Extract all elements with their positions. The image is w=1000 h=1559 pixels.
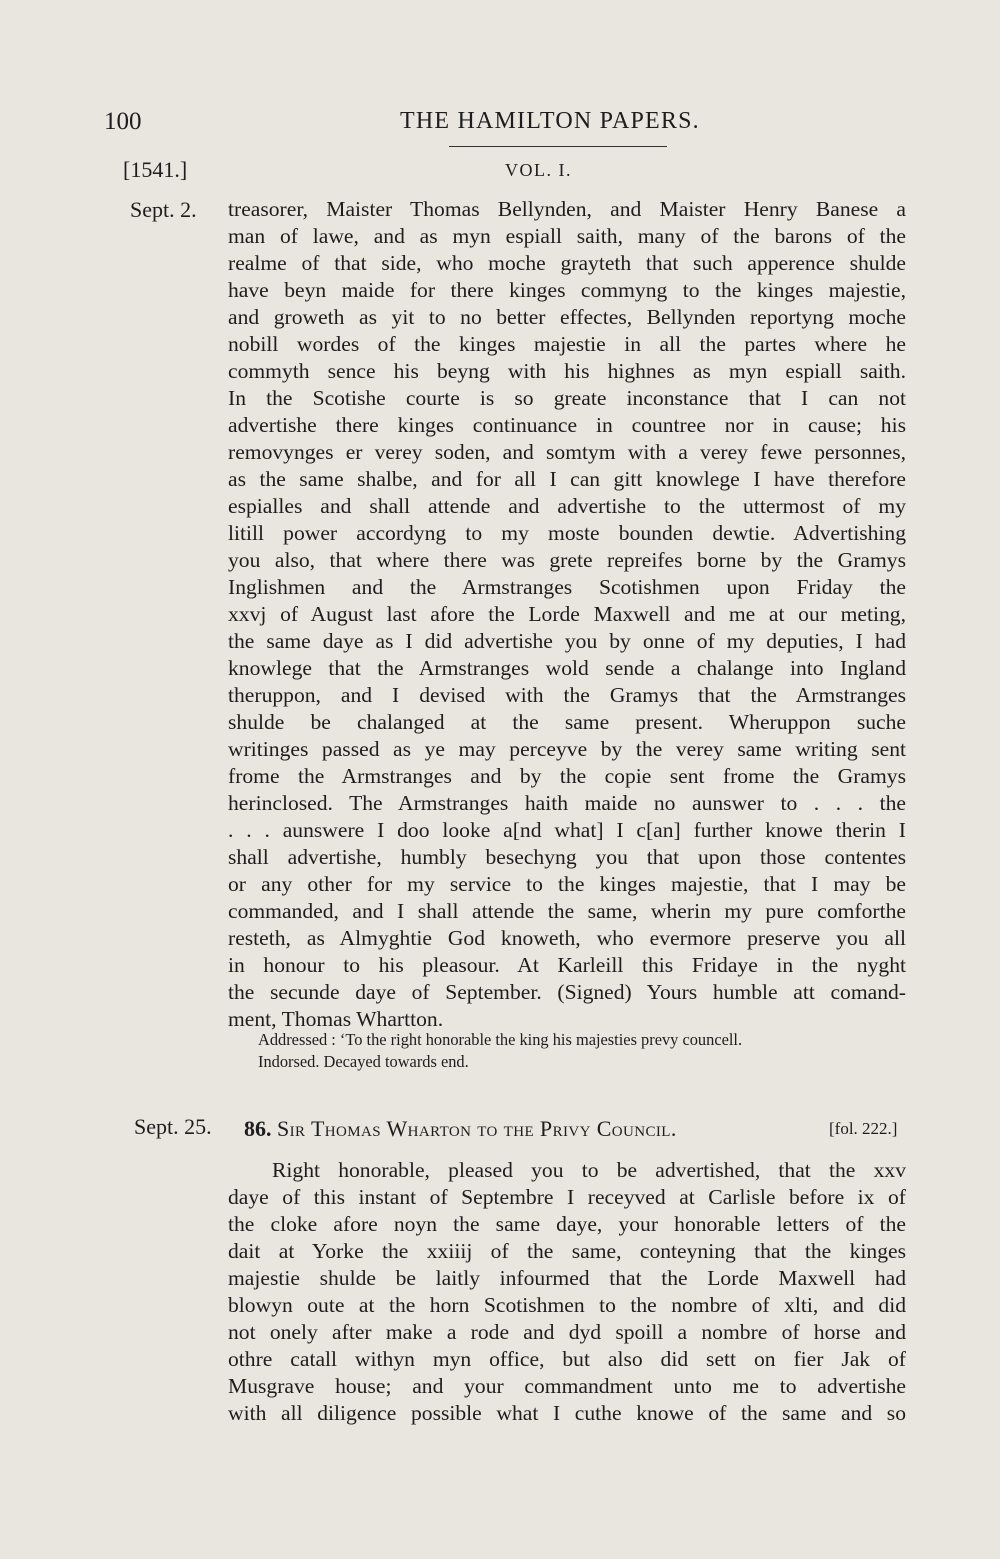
text-line: removynges er verey soden, and somtym with a verey fewe personnes,	[228, 440, 906, 464]
text-line: theruppon, and I devised with the Gramys that the Armstranges	[228, 683, 906, 707]
text-line: man of lawe, and as myn espiall saith, many of the barons of the	[228, 224, 906, 248]
volume-label: VOL. I.	[505, 160, 572, 180]
text-line: in honour to his pleasour. At Karleill this Fridaye in the nyght	[228, 953, 906, 977]
text-line: shall advertishe, humbly besechyng you that upon those contentes	[228, 845, 906, 869]
text-line: not onely after make a rode and dyd spoill a nombre of horse and	[228, 1320, 906, 1344]
text-line: and groweth as yit to no better effectes, Bellynden reportyng moche	[228, 305, 906, 329]
year-marker: [1541.]	[123, 157, 188, 182]
text-line: treasorer, Maister Thomas Bellynden, and Maister Henry Banese a	[228, 197, 906, 221]
text-line: In the Scotishe courte is so greate inconstance that I can not	[228, 386, 906, 410]
text-line: or any other for my service to the kinges majestie, that I may be	[228, 872, 906, 896]
text-line: the cloke afore noyn the same daye, your honorable letters of the	[228, 1212, 906, 1236]
text-line: xxvj of August last afore the Lorde Maxwell and me at our meting,	[228, 602, 906, 626]
text-line: Indorsed. Decayed towards end.	[258, 1052, 469, 1071]
entry-number: 86.	[244, 1116, 272, 1141]
text-line: have beyn maide for there kinges commyng to the kinges majestie,	[228, 278, 906, 302]
text-line: resteth, as Almyghtie God knoweth, who evermore preserve you all	[228, 926, 906, 950]
text-line: shulde be chalanged at the same present. Wheruppon suche	[228, 710, 906, 734]
text-line: Inglishmen and the Armstranges Scotishmen upon Friday the	[228, 575, 906, 599]
letter-body	[228, 1157, 906, 1427]
endorsement-note	[258, 1029, 906, 1073]
text-line: litill power accordyng to my moste bounden dewtie. Advertishing	[228, 521, 906, 545]
letter-body-continued	[228, 196, 906, 1033]
entry-title: Sir Thomas Wharton to the Privy Council.	[277, 1116, 677, 1141]
text-line: herinclosed. The Armstranges haith maide no aunswer to . . . the	[228, 791, 906, 815]
text-line: realme of that side, who moche grayteth that such apperence shulde	[228, 251, 906, 275]
margin-date: Sept. 2.	[130, 197, 197, 222]
text-line: dait at Yorke the xxiiij of the same, conteyning that the kinges	[228, 1239, 906, 1263]
text-line: espialles and shall attende and advertishe to the uttermost of my	[228, 494, 906, 518]
folio-reference: [fol. 222.]	[829, 1119, 898, 1138]
text-line: ment, Thomas Whartton.	[228, 1007, 444, 1031]
text-line: knowlege that the Armstranges wold sende a chalange into Ingland	[228, 656, 906, 680]
text-line: writinges passed as ye may perceyve by the verey same writing sent	[228, 737, 906, 761]
text-line: Musgrave house; and your commandment unto me to advertishe	[228, 1374, 906, 1398]
text-line: with all diligence possible what I cuthe knowe of the same and so	[228, 1401, 906, 1425]
entry-heading	[244, 1116, 677, 1142]
text-line: commanded, and I shall attende the same, wherin my pure comforthe	[228, 899, 906, 923]
text-line: commyth sence his beyng with his highnes as myn espiall saith.	[228, 359, 906, 383]
text-line: as the same shalbe, and for all I can gitt knowlege I have therefore	[228, 467, 906, 491]
text-line: majestie shulde be laitly infourmed that the Lorde Maxwell had	[228, 1266, 906, 1290]
header-rule	[449, 146, 667, 147]
text-line: advertishe there kinges continuance in countree nor in cause; his	[228, 413, 906, 437]
text-line: you also, that where there was grete repreifes borne by the Gramys	[228, 548, 906, 572]
text-line: Right honorable, pleased you to be advertished, that the xxv	[272, 1158, 906, 1182]
text-line: Addressed : ‘To the right honorable the king his majesties prevy councell.	[258, 1030, 743, 1049]
text-line: blowyn oute at the horn Scotishmen to the nombre of xlti, and did	[228, 1293, 906, 1317]
margin-date: Sept. 25.	[134, 1114, 212, 1139]
page-number: 100	[104, 108, 142, 135]
text-line: the same daye as I did advertishe you by onne of my deputies, I had	[228, 629, 906, 653]
text-line: the secunde daye of September. (Signed) Yours humble att comand-	[228, 980, 906, 1004]
text-line: daye of this instant of Septembre I receyved at Carlisle before ix of	[228, 1185, 906, 1209]
text-line: othre catall withyn myn office, but also did sett on fier Jak of	[228, 1347, 906, 1371]
running-title: THE HAMILTON PAPERS.	[400, 108, 700, 134]
text-line: . . . aunswere I doo looke a[nd what] I c[an] further knowe therin I	[228, 818, 906, 842]
text-line: nobill wordes of the kinges majestie in all the partes where he	[228, 332, 906, 356]
text-line: frome the Armstranges and by the copie sent frome the Gramys	[228, 764, 906, 788]
